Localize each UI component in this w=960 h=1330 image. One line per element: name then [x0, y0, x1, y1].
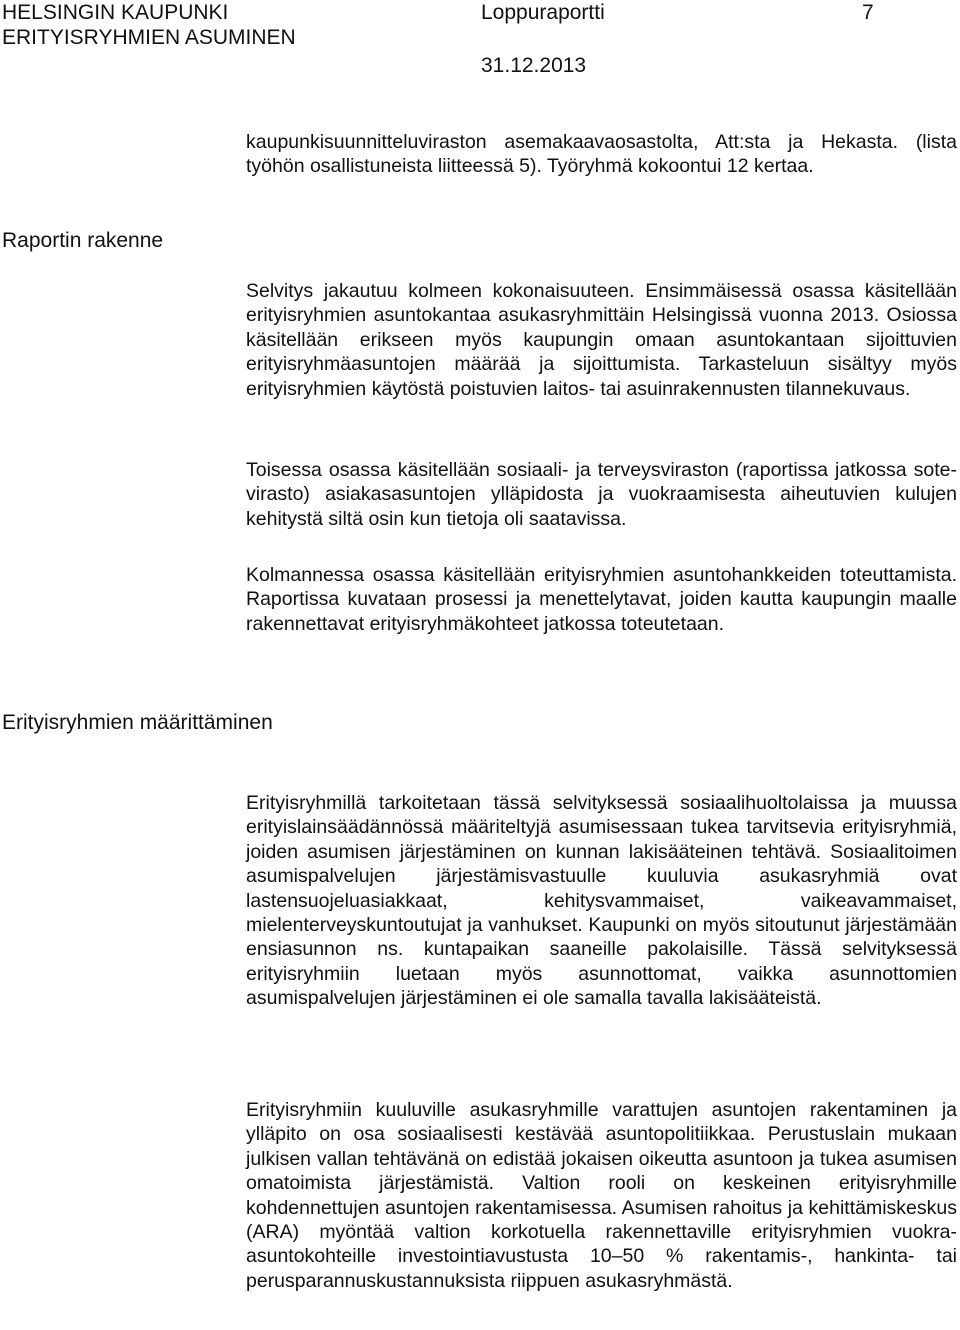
intro-continuation-paragraph: kaupunkisuunnitteluviraston asemakaavaosastolta, Att:sta ja Hekasta. (lista työhön osallistuneista liitteessä 5). Työryhmä kokoontui 12 kertaa.: [246, 131, 957, 178]
header-document-type: Loppuraportti: [481, 1, 605, 24]
paragraph-definition-1: Erityisryhmillä tarkoitetaan tässä selvityksessä sosiaalihuoltolaissa ja muussa erityislainsäädännössä määriteltyjä asumisessaan tukea tarvitsevia erityisryhmiä, joiden asumisen järjestäminen on kunnan lakisääteinen tehtävä. Sosiaalitoimen asumispalvelujen järjestämisvastuulle kuuluvia asukasryhmiä ovat lastensuojeluasiakkaat, kehitysvammaiset, vaikeavammaiset, mielenterveyskuntoutujat ja vanhukset. Kaupunki on myös sitoutunut järjestämään ensiasunnon ns. kuntapaikan saaneille pakolaisille. Tässä selvityksessä erityisryhmiin luetaan myös asunnottomat, vaikka asunnottomien asumispalvelujen järjestäminen ei ole samalla tavalla lakisääteistä.: [246, 792, 957, 1010]
section-heading-raportin-rakenne: Raportin rakenne: [2, 229, 164, 252]
header-date: 31.12.2013: [481, 54, 587, 77]
section-heading-erityisryhmien-maarittaminen: Erityisryhmien määrittäminen: [2, 711, 273, 734]
header-organization: HELSINGIN KAUPUNKI: [2, 1, 229, 24]
header-department: ERITYISRYHMIEN ASUMINEN: [2, 26, 296, 49]
header-page-number: 7: [862, 1, 874, 24]
paragraph-report-structure-3: Kolmannessa osassa käsitellään erityisryhmien asuntohankkeiden toteuttamista. Raportissa kuvataan prosessi ja menettelytavat, joiden kautta kaupungin maalle rakennettavat erityisryhmäkohteet jatkossa toteutetaan.: [246, 564, 957, 635]
paragraph-report-structure-1: Selvitys jakautuu kolmeen kokonaisuuteen. Ensimmäisessä osassa käsitellään erityisryhmien asuntokantaa asukasryhmittäin Helsingissä vuonna 2013. Osiossa käsitellään erikseen myös kaupungin omaan asuntokantaan sijoittuvien erityisryhmäasuntojen määrää ja sijoittumista. Tarkasteluun sisältyy myös erityisryhmien käytöstä poistuvien laitos- tai asuinrakennusten tilannekuvaus.: [246, 280, 957, 400]
paragraph-definition-2: Erityisryhmiin kuuluville asukasryhmille varattujen asuntojen rakentaminen ja ylläpito on osa sosiaalisesti kestävää asuntopolitiikkaa. Perustuslain mukaan julkisen vallan tehtävänä on edistää jokaisen oikeutta asuntoon ja tukea asumisen omatoimista järjestämistä. Valtion rooli on keskeinen erityisryhmille kohdennettujen asuntojen rakentamisessa. Asumisen rahoitus ja kehittämiskeskus (ARA) myöntää valtion korkotuella rakennettaville erityisryhmien vuokra-asuntokohteille investointiavustusta 10–50 % rakentamis-, hankinta- tai perusparannuskustannuksista riippuen asukasryhmästä.: [246, 1099, 957, 1292]
paragraph-report-structure-2: Toisessa osassa käsitellään sosiaali- ja terveysviraston (raportissa jatkossa sote-virasto) asiakasasuntojen ylläpidosta ja vuokraamisesta aiheutuvien kulujen kehitystä siltä osin kun tietoja oli saatavissa.: [246, 459, 957, 530]
